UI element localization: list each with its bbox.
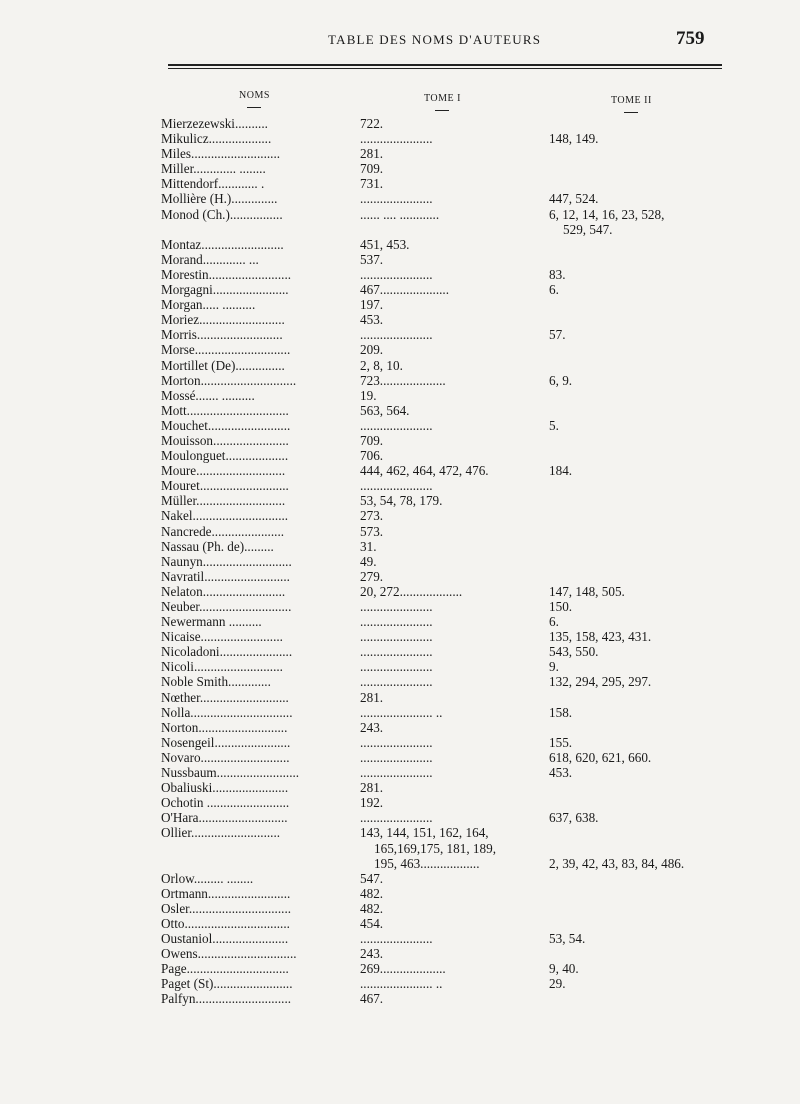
- tome2-pages-line: 155.: [549, 734, 573, 750]
- author-name: Page...............................: [161, 961, 289, 977]
- tome2-pages: [549, 750, 729, 765]
- author-name: Nicoladoni......................: [161, 644, 293, 660]
- author-name: Mierzezewski..........: [161, 116, 268, 131]
- index-entry: [161, 524, 761, 539]
- author-name: Newermann ..........: [161, 614, 262, 630]
- running-title: TABLE DES NOMS D'AUTEURS: [328, 32, 542, 47]
- tome1-pages: [360, 810, 540, 825]
- page-header: [0, 28, 800, 58]
- tome2-pages-line: 2, 39, 42, 43, 83, 84, 486.: [549, 855, 685, 871]
- tome1-pages-line: 482.: [360, 900, 384, 916]
- tome1-pages: [360, 388, 540, 403]
- tome1-pages: [360, 644, 540, 659]
- tome1-pages-line: 195, 463..................: [374, 855, 480, 871]
- tome1-pages: [360, 569, 540, 584]
- tome1-pages: [360, 690, 540, 705]
- tome1-pages: [360, 267, 540, 282]
- tome2-pages: [549, 705, 729, 720]
- index-entry: [161, 403, 761, 418]
- tome1-pages: [360, 191, 540, 206]
- tome1-pages-line: 273.: [360, 508, 384, 524]
- index-entry: [161, 131, 761, 146]
- tome2-pages: [549, 825, 729, 870]
- tome2-pages: [549, 584, 729, 599]
- tome2-pages-line: 29.: [549, 976, 566, 992]
- tome1-pages-line: 467.....................: [360, 282, 450, 298]
- tome1-pages-line: ......................: [360, 614, 433, 630]
- index-entry: [161, 463, 761, 478]
- index-entry: [161, 327, 761, 342]
- column-heading-tome1: [424, 93, 461, 111]
- tome2-pages-line: 132, 294, 295, 297.: [549, 674, 652, 690]
- index-entry: [161, 373, 761, 388]
- tome1-pages: [360, 297, 540, 312]
- tome1-pages: [360, 991, 540, 1006]
- tome1-pages-line: ......................: [360, 131, 433, 147]
- tome2-pages-line: 6.: [549, 614, 559, 630]
- tome1-pages: [360, 931, 540, 946]
- index-entry: [161, 961, 761, 976]
- author-index-list: [161, 116, 761, 1007]
- tome2-pages: [549, 765, 729, 780]
- author-name: Nosengeil.......................: [161, 734, 291, 750]
- author-name: Morton.............................: [161, 372, 297, 388]
- tome1-pages: [360, 659, 540, 674]
- tome2-pages: [549, 267, 729, 282]
- index-entry: [161, 146, 761, 161]
- tome1-pages: [360, 373, 540, 388]
- page-number: 759: [676, 28, 705, 49]
- tome2-pages-line: 543, 550.: [549, 644, 599, 660]
- tome2-pages: [549, 207, 729, 237]
- index-entry: [161, 735, 761, 750]
- tome1-pages: [360, 765, 540, 780]
- tome1-pages: [360, 901, 540, 916]
- tome1-pages: [360, 795, 540, 810]
- tome1-pages: [360, 237, 540, 252]
- index-entry: [161, 191, 761, 206]
- author-name: Morse.............................: [161, 342, 291, 358]
- author-name: Mouchet.........................: [161, 417, 291, 433]
- index-entry: [161, 946, 761, 961]
- index-entry: [161, 886, 761, 901]
- tome2-pages: [549, 931, 729, 946]
- tome2-pages: [549, 463, 729, 478]
- tome1-pages-line: 20, 272...................: [360, 583, 463, 599]
- tome1-pages-line: 143, 144, 151, 162, 164,: [360, 825, 489, 841]
- tome2-pages-line: 9.: [549, 659, 559, 675]
- tome1-pages-line: 279.: [360, 568, 384, 584]
- tome1-pages: [360, 327, 540, 342]
- tome1-pages: [360, 554, 540, 569]
- tome1-pages: [360, 886, 540, 901]
- index-entry: [161, 478, 761, 493]
- tome1-pages-line: 573.: [360, 523, 384, 539]
- index-entry: [161, 871, 761, 886]
- index-entry: [161, 448, 761, 463]
- tome2-pages-line: 5.: [549, 417, 559, 433]
- tome2-pages: [549, 674, 729, 689]
- index-entry: [161, 508, 761, 523]
- author-name: Nicaise.........................: [161, 629, 283, 645]
- tome1-pages: [360, 780, 540, 795]
- index-entry: [161, 539, 761, 554]
- tome2-pages: [549, 735, 729, 750]
- author-name: Morgan..... ..........: [161, 297, 256, 313]
- index-entry: [161, 267, 761, 282]
- tome1-pages: [360, 629, 540, 644]
- author-name: Moure...........................: [161, 463, 286, 479]
- author-name: Orlow......... ........: [161, 870, 254, 886]
- tome2-pages: [549, 599, 729, 614]
- author-name: Morgagni.......................: [161, 282, 289, 298]
- author-name: Norton...........................: [161, 719, 288, 735]
- author-name: Mittendorf............ .: [161, 176, 265, 192]
- tome1-pages-line: ......................: [360, 810, 433, 826]
- tome2-pages: [549, 961, 729, 976]
- tome2-pages-line: 53, 54.: [549, 931, 586, 947]
- tome1-pages-line: 467.: [360, 991, 384, 1007]
- index-entry: [161, 176, 761, 191]
- tome1-pages-line: 2, 8, 10.: [360, 357, 403, 373]
- author-name: Mortillet (De)...............: [161, 357, 285, 373]
- index-entry: [161, 720, 761, 735]
- author-name: Neuber............................: [161, 599, 292, 614]
- index-entry: [161, 750, 761, 765]
- author-name: Nolla...............................: [161, 704, 293, 720]
- column-heading-tome2-label: TOME II: [611, 95, 652, 106]
- tome1-pages: [360, 342, 540, 357]
- tome2-pages: [549, 191, 729, 206]
- tome2-pages: [549, 976, 729, 991]
- tome2-pages-line: 150.: [549, 599, 573, 614]
- author-name: Müller...........................: [161, 493, 286, 509]
- tome1-pages-line: 454.: [360, 915, 384, 931]
- author-name: Miller............. ........: [161, 161, 266, 177]
- index-entry: [161, 554, 761, 569]
- header-rule-thin: [168, 68, 722, 69]
- author-name: Otto................................: [161, 915, 290, 931]
- author-name: Palfyn.............................: [161, 991, 292, 1007]
- tome1-pages-line: 451, 453.: [360, 236, 410, 252]
- author-name: Obaliuski.......................: [161, 780, 289, 796]
- tome2-pages-line: 637, 638.: [549, 810, 599, 826]
- tome2-pages-line: 9, 40.: [549, 961, 579, 977]
- tome1-pages: [360, 493, 540, 508]
- tome1-pages-line: ......................: [360, 478, 433, 494]
- tome1-pages: [360, 433, 540, 448]
- tome1-pages-line: ......................: [360, 599, 433, 614]
- tome1-pages-line: 709.: [360, 432, 384, 448]
- tome1-pages: [360, 735, 540, 750]
- column-heading-dash: [247, 107, 261, 108]
- author-name: Miles...........................: [161, 146, 281, 162]
- tome1-pages-line: 53, 54, 78, 179.: [360, 493, 443, 509]
- author-name: Mouret...........................: [161, 478, 289, 494]
- tome1-pages-line: 269....................: [360, 961, 446, 977]
- tome2-pages-line: 57.: [549, 327, 566, 343]
- tome1-pages-line: ......................: [360, 734, 433, 750]
- tome2-pages: [549, 810, 729, 825]
- tome1-pages-line: 281.: [360, 689, 384, 705]
- author-name: Owens..............................: [161, 946, 297, 962]
- tome1-pages: [360, 116, 540, 131]
- index-entry: [161, 237, 761, 252]
- author-name: Mikulicz...................: [161, 131, 272, 147]
- tome1-pages-line: ...... .... ............: [360, 206, 440, 222]
- tome1-pages: [360, 599, 540, 614]
- tome1-pages: [360, 720, 540, 735]
- tome1-pages-line: ...................... ..: [360, 704, 443, 720]
- tome1-pages: [360, 871, 540, 886]
- index-entry: [161, 599, 761, 614]
- column-heading-tome1-label: TOME I: [424, 93, 461, 104]
- index-entry: [161, 765, 761, 780]
- tome1-pages-line: ......................: [360, 644, 433, 660]
- tome2-pages-line: 147, 148, 505.: [549, 583, 625, 599]
- index-entry: [161, 358, 761, 373]
- author-name: Mott...............................: [161, 402, 289, 418]
- tome2-pages: [549, 659, 729, 674]
- tome1-pages-line: ...................... ..: [360, 976, 443, 992]
- tome1-pages: [360, 463, 540, 478]
- index-entry: [161, 312, 761, 327]
- tome1-pages-line: 281.: [360, 780, 384, 796]
- index-entry: [161, 629, 761, 644]
- tome1-pages-line: 709.: [360, 161, 384, 177]
- tome2-pages-line: 148, 149.: [549, 131, 599, 147]
- author-name: Noble Smith.............: [161, 674, 271, 690]
- tome1-pages: [360, 358, 540, 373]
- tome1-pages: [360, 161, 540, 176]
- tome1-pages-line: 19.: [360, 387, 377, 403]
- tome1-pages: [360, 946, 540, 961]
- author-name: O'Hara...........................: [161, 810, 288, 826]
- tome2-pages: [549, 644, 729, 659]
- tome1-pages: [360, 584, 540, 599]
- tome1-pages-line: 706.: [360, 448, 384, 464]
- tome2-pages: [549, 327, 729, 342]
- tome2-pages-line: 453.: [549, 765, 573, 781]
- author-name: Ochotin .........................: [161, 795, 290, 811]
- index-entry: [161, 674, 761, 689]
- author-name: Navratil..........................: [161, 568, 290, 584]
- tome2-pages: [549, 629, 729, 644]
- author-name: Osler...............................: [161, 900, 292, 916]
- tome1-pages-line: 209.: [360, 342, 384, 358]
- tome1-pages-line: 243.: [360, 946, 384, 962]
- index-entry: [161, 644, 761, 659]
- tome1-pages-line: ......................: [360, 765, 433, 781]
- tome1-pages-line: ......................: [360, 629, 433, 645]
- author-name: Moulonguet...................: [161, 448, 289, 464]
- tome1-pages-line: ......................: [360, 266, 433, 282]
- tome1-pages-line: 281.: [360, 146, 384, 162]
- author-name: Ortmann.........................: [161, 885, 291, 901]
- index-entry: [161, 388, 761, 403]
- tome1-pages-line: 444, 462, 464, 472, 476.: [360, 463, 489, 479]
- index-entry: [161, 252, 761, 267]
- tome1-pages-line: 537.: [360, 251, 384, 267]
- author-name: Nœther...........................: [161, 689, 289, 705]
- tome1-pages-line: ......................: [360, 749, 433, 765]
- index-entry: [161, 780, 761, 795]
- tome1-pages-line: ......................: [360, 417, 433, 433]
- tome1-pages: [360, 825, 540, 870]
- tome1-pages: [360, 614, 540, 629]
- tome1-pages: [360, 282, 540, 297]
- author-name: Nussbaum.........................: [161, 765, 300, 781]
- column-heading-noms: [239, 90, 270, 108]
- tome2-pages-line: 618, 620, 621, 660.: [549, 749, 652, 765]
- tome1-pages: [360, 448, 540, 463]
- tome1-pages-line: ......................: [360, 674, 433, 690]
- author-name: Morand............. ...: [161, 251, 259, 267]
- header-rule-thick: [168, 64, 722, 66]
- author-name: Novaro...........................: [161, 749, 290, 765]
- tome1-pages-line: ......................: [360, 931, 433, 947]
- tome2-pages-line: 158.: [549, 704, 573, 720]
- tome1-pages-line: 722.: [360, 116, 384, 131]
- index-entry: [161, 161, 761, 176]
- author-name: Nassau (Ph. de).........: [161, 538, 274, 554]
- index-entry: [161, 690, 761, 705]
- tome2-pages-line: 529, 547.: [563, 221, 613, 237]
- tome1-pages: [360, 146, 540, 161]
- tome1-pages: [360, 976, 540, 991]
- tome1-pages-line: 723....................: [360, 372, 446, 388]
- author-name: Mouisson.......................: [161, 432, 289, 448]
- tome1-pages: [360, 539, 540, 554]
- tome2-pages-line: 83.: [549, 266, 566, 282]
- tome2-pages-line: 184.: [549, 463, 573, 479]
- author-name: Mollière (H.)..............: [161, 191, 278, 207]
- tome1-pages: [360, 131, 540, 146]
- tome2-pages: [549, 418, 729, 433]
- column-heading-noms-label: NOMS: [239, 90, 270, 101]
- index-entry: [161, 659, 761, 674]
- tome2-pages-line: 135, 158, 423, 431.: [549, 629, 652, 645]
- tome1-pages: [360, 312, 540, 327]
- tome2-pages-line: 6, 9.: [549, 372, 573, 388]
- tome1-pages-line: 453.: [360, 312, 384, 328]
- author-name: Nancrede......................: [161, 523, 285, 539]
- author-name: Nicoli...........................: [161, 659, 283, 675]
- tome1-pages-line: ......................: [360, 191, 433, 207]
- index-entry: [161, 976, 761, 991]
- tome1-pages-line: 49.: [360, 553, 377, 569]
- index-entry: [161, 433, 761, 448]
- tome1-pages: [360, 705, 540, 720]
- tome1-pages-line: 165,169,175, 181, 189,: [374, 840, 496, 856]
- index-entry: [161, 342, 761, 357]
- tome1-pages: [360, 478, 540, 493]
- index-entry: [161, 795, 761, 810]
- tome1-pages: [360, 524, 540, 539]
- index-entry: [161, 916, 761, 931]
- tome1-pages: [360, 418, 540, 433]
- index-entry: [161, 810, 761, 825]
- index-entry: [161, 931, 761, 946]
- index-entry: [161, 418, 761, 433]
- author-name: Oustaniol.......................: [161, 931, 289, 947]
- index-entry: [161, 493, 761, 508]
- tome1-pages: [360, 508, 540, 523]
- tome2-pages-line: 6, 12, 14, 16, 23, 528,: [549, 206, 665, 222]
- tome1-pages-line: ......................: [360, 659, 433, 675]
- index-entry: [161, 116, 761, 131]
- tome2-pages: [549, 614, 729, 629]
- index-entry: [161, 297, 761, 312]
- tome1-pages: [360, 750, 540, 765]
- tome1-pages: [360, 207, 540, 222]
- tome1-pages-line: ......................: [360, 327, 433, 343]
- column-heading-dash: [435, 110, 449, 111]
- index-entry: [161, 825, 761, 870]
- author-name: Paget (St)........................: [161, 976, 293, 992]
- index-entry: [161, 569, 761, 584]
- author-name: Nelaton.........................: [161, 583, 286, 599]
- index-entry: [161, 282, 761, 297]
- index-entry: [161, 705, 761, 720]
- author-name: Montaz.........................: [161, 236, 284, 252]
- index-entry: [161, 991, 761, 1006]
- tome1-pages: [360, 674, 540, 689]
- tome1-pages: [360, 252, 540, 267]
- tome1-pages-line: 31.: [360, 538, 377, 554]
- author-name: Naunyn...........................: [161, 553, 292, 569]
- author-name: Ollier...........................: [161, 825, 281, 841]
- tome1-pages-line: 197.: [360, 297, 384, 313]
- tome2-pages-line: 6.: [549, 282, 559, 298]
- tome1-pages-line: 547.: [360, 870, 384, 886]
- tome2-pages: [549, 282, 729, 297]
- tome1-pages-line: 243.: [360, 719, 384, 735]
- index-entry: [161, 901, 761, 916]
- tome2-pages: [549, 131, 729, 146]
- column-heading-tome2: [611, 95, 652, 113]
- tome1-pages-line: 731.: [360, 176, 384, 192]
- author-name: Nakel.............................: [161, 508, 289, 524]
- tome1-pages: [360, 176, 540, 191]
- author-name: Morestin.........................: [161, 266, 292, 282]
- tome2-pages: [549, 373, 729, 388]
- index-entry: [161, 207, 761, 237]
- tome1-pages: [360, 961, 540, 976]
- tome1-pages-line: 563, 564.: [360, 402, 410, 418]
- tome1-pages-line: 482.: [360, 885, 384, 901]
- tome1-pages: [360, 403, 540, 418]
- index-entry: [161, 584, 761, 599]
- column-heading-dash: [624, 112, 638, 113]
- author-name: Monod (Ch.)................: [161, 206, 283, 222]
- author-name: Moriez..........................: [161, 312, 285, 328]
- index-entry: [161, 614, 761, 629]
- author-name: Mossé....... ..........: [161, 387, 255, 403]
- tome1-pages-line: 192.: [360, 795, 384, 811]
- tome1-pages: [360, 916, 540, 931]
- tome2-pages-line: 447, 524.: [549, 191, 599, 207]
- author-name: Morris..........................: [161, 327, 283, 343]
